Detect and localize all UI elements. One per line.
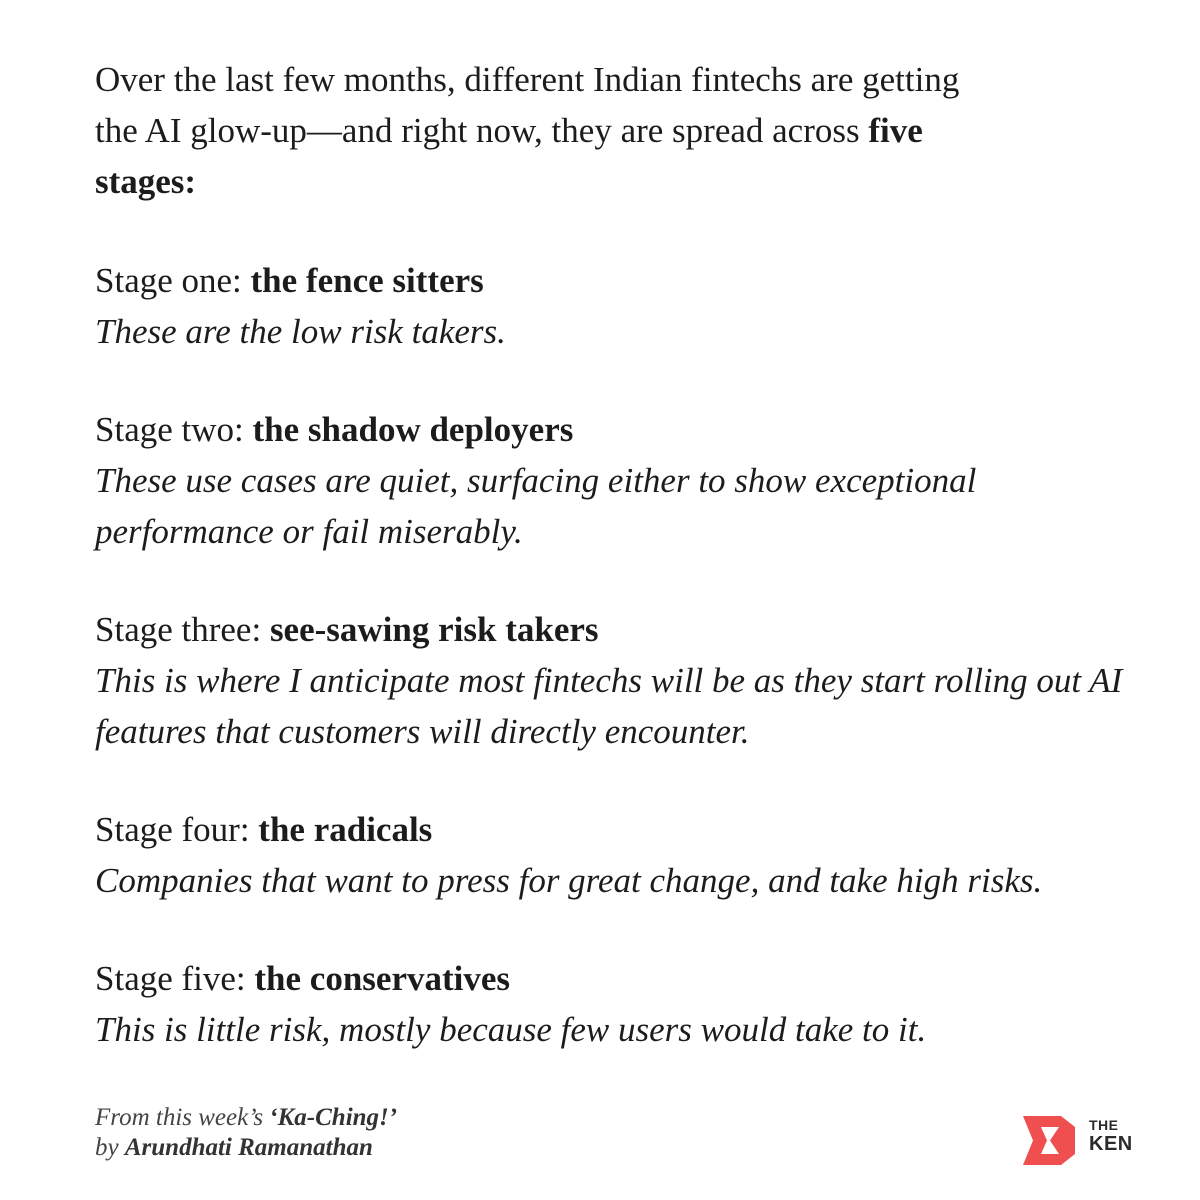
intro-paragraph: [95, 54, 995, 207]
stage-title: [95, 804, 1155, 855]
stage-prefix: Stage one:: [95, 261, 251, 300]
stage-title: [95, 255, 1155, 306]
intro-highlight: five stages:: [95, 111, 923, 201]
author-name: Arundhati Ramanathan: [124, 1134, 373, 1161]
stage-description: These use cases are quiet, surfacing either to show exceptional performance or fail miserably.: [95, 461, 977, 551]
stage-three: [95, 604, 1155, 757]
author-prefix: by: [95, 1134, 125, 1161]
stage-five: [95, 953, 1155, 1055]
stage-name: the fence sitters: [250, 261, 484, 300]
stage-one: [95, 255, 1155, 357]
stage-name: see-sawing risk takers: [269, 610, 599, 649]
stage-prefix: Stage two:: [95, 410, 253, 449]
logo-ken: KEN: [1089, 1133, 1133, 1155]
stage-prefix: Stage four:: [95, 810, 259, 849]
stage-title: [95, 404, 1155, 455]
stage-title: [95, 953, 1155, 1004]
intro-text: Over the last few months, different Indian fintechs are getting the AI glow-up—and right now, they are spread across: [95, 60, 960, 150]
credit-line-author: [95, 1133, 397, 1163]
stage-prefix: Stage five:: [95, 959, 255, 998]
stage-name: the conservatives: [254, 959, 511, 998]
credit-prefix: From this week’s: [95, 1104, 270, 1131]
stage-description: These are the low risk takers.: [95, 312, 506, 351]
the-ken-logo-icon: [1017, 1113, 1079, 1168]
logo-wordmark: [1089, 1117, 1133, 1155]
logo-the: THE: [1089, 1117, 1119, 1133]
stage-description: Companies that want to press for great change, and take high risks.: [95, 861, 1043, 900]
stage-four: [95, 804, 1155, 906]
stage-name: the radicals: [258, 810, 433, 849]
article-excerpt: [95, 54, 1155, 1055]
source-credit: [95, 1103, 397, 1163]
the-ken-logo: [1017, 1113, 1142, 1168]
newsletter-name: ‘Ka-Ching!’: [269, 1104, 398, 1131]
stage-name: the shadow deployers: [252, 410, 574, 449]
stage-prefix: Stage three:: [95, 610, 270, 649]
credit-line-newsletter: [95, 1103, 397, 1133]
stage-description: This is where I anticipate most fintechs will be as they start rolling out AI features that customers will directly encounter.: [95, 661, 1123, 751]
stage-two: [95, 404, 1155, 557]
stage-title: [95, 604, 1155, 655]
stage-description: This is little risk, mostly because few users would take to it.: [95, 1010, 927, 1049]
